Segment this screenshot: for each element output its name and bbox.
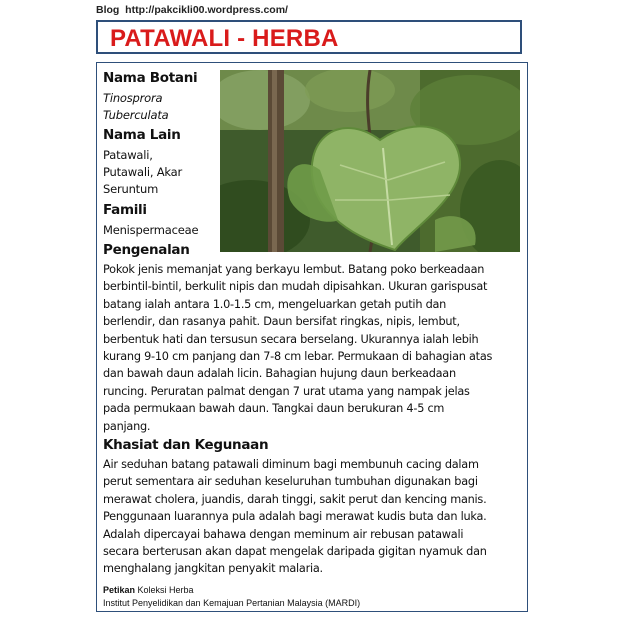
patawali-leaf-photo bbox=[220, 70, 520, 252]
pengenalan-line: runcing. Peruratan palmat dengan 7 urat utama yang nampak jelas bbox=[103, 384, 470, 398]
botani-label: Nama Botani bbox=[103, 70, 198, 86]
institute-credit: Institut Penyelidikan dan Kemajuan Pertanian Malaysia (MARDI) bbox=[103, 598, 361, 608]
source-credit-rest: Koleksi Herba bbox=[135, 585, 194, 595]
khasiat-line: secara berterusan akan dapat mengelak daripada gigitan nyamuk dan bbox=[103, 545, 487, 559]
khasiat-line: Air seduhan batang patawali diminum bagi membunuh cacing dalam bbox=[103, 458, 479, 471]
nama-lain-line-1: Patawali, bbox=[103, 148, 153, 162]
blog-prefix: Blog bbox=[96, 4, 120, 16]
blog-url[interactable]: http://pakcikli00.wordpress.com/ bbox=[125, 4, 288, 16]
nama-lain-line-2: Putawali, Akar bbox=[103, 165, 183, 179]
pengenalan-line: pada permukaan bawah daun. Tangkai daun berukuran 4-5 cm bbox=[103, 402, 445, 416]
source-credit bbox=[103, 585, 194, 595]
nama-lain-label: Nama Lain bbox=[103, 127, 181, 143]
khasiat-line: menghalang jangkitan penyakit malaria. bbox=[103, 562, 323, 576]
pengenalan-line: batang ialah antara 1.0-1.5 cm, mengeluarkan getah putih dan bbox=[103, 297, 447, 311]
khasiat-line: merawat cholera, juandis, darah tinggi, sakit perut dan kencing manis. bbox=[103, 492, 487, 506]
pengenalan-line: Pokok jenis memanjat yang berkayu lembut. Batang poko berkeadaan bbox=[103, 263, 485, 276]
pengenalan-paragraph bbox=[103, 261, 523, 435]
page-title: PATAWALI - HERBA bbox=[110, 25, 339, 52]
khasiat-heading: Khasiat dan Kegunaan bbox=[103, 437, 269, 453]
pengenalan-heading: Pengenalan bbox=[103, 242, 190, 258]
blog-url-line bbox=[96, 4, 288, 16]
title-box bbox=[96, 20, 522, 54]
botani-value-line-2: Tuberculata bbox=[103, 108, 169, 122]
famili-value: Menispermaceae bbox=[103, 223, 199, 237]
khasiat-line: Penggunaan luarannya pula adalah bagi merawat kudis buta dan luka. bbox=[103, 510, 487, 524]
pengenalan-line: berlendir, dan rasanya pahit. Daun bersifat ringkas, nipis, lembut, bbox=[103, 315, 460, 329]
pengenalan-line: dan bawah daun adalah licin. Bahagian hujung daun berkeadaan bbox=[103, 367, 456, 381]
khasiat-paragraph bbox=[103, 456, 523, 578]
source-credit-bold: Petikan bbox=[103, 585, 136, 595]
pengenalan-line: berbentuk hati dan tersusun secara berselang. Ukurannya ialah lebih bbox=[103, 332, 479, 346]
khasiat-line: Adalah dipercayai bahawa dengan meminum air rebusan patawali bbox=[103, 527, 464, 541]
famili-label: Famili bbox=[103, 202, 147, 218]
nama-lain-line-3: Seruntum bbox=[103, 182, 159, 196]
khasiat-line: perut sementara air seduhan keseluruhan tumbuhan digunakan bagi bbox=[103, 475, 478, 489]
pengenalan-line: berbintil-bintil, berkulit nipis dan mudah dipisahkan. Ukuran garispusat bbox=[103, 280, 488, 294]
pengenalan-line: kurang 9-10 cm panjang dan 7-8 cm lebar. Permukaan di bahagian atas bbox=[103, 350, 493, 364]
pengenalan-line: panjang. bbox=[103, 419, 151, 433]
botani-value-line-1: Tinosprora bbox=[103, 91, 163, 105]
